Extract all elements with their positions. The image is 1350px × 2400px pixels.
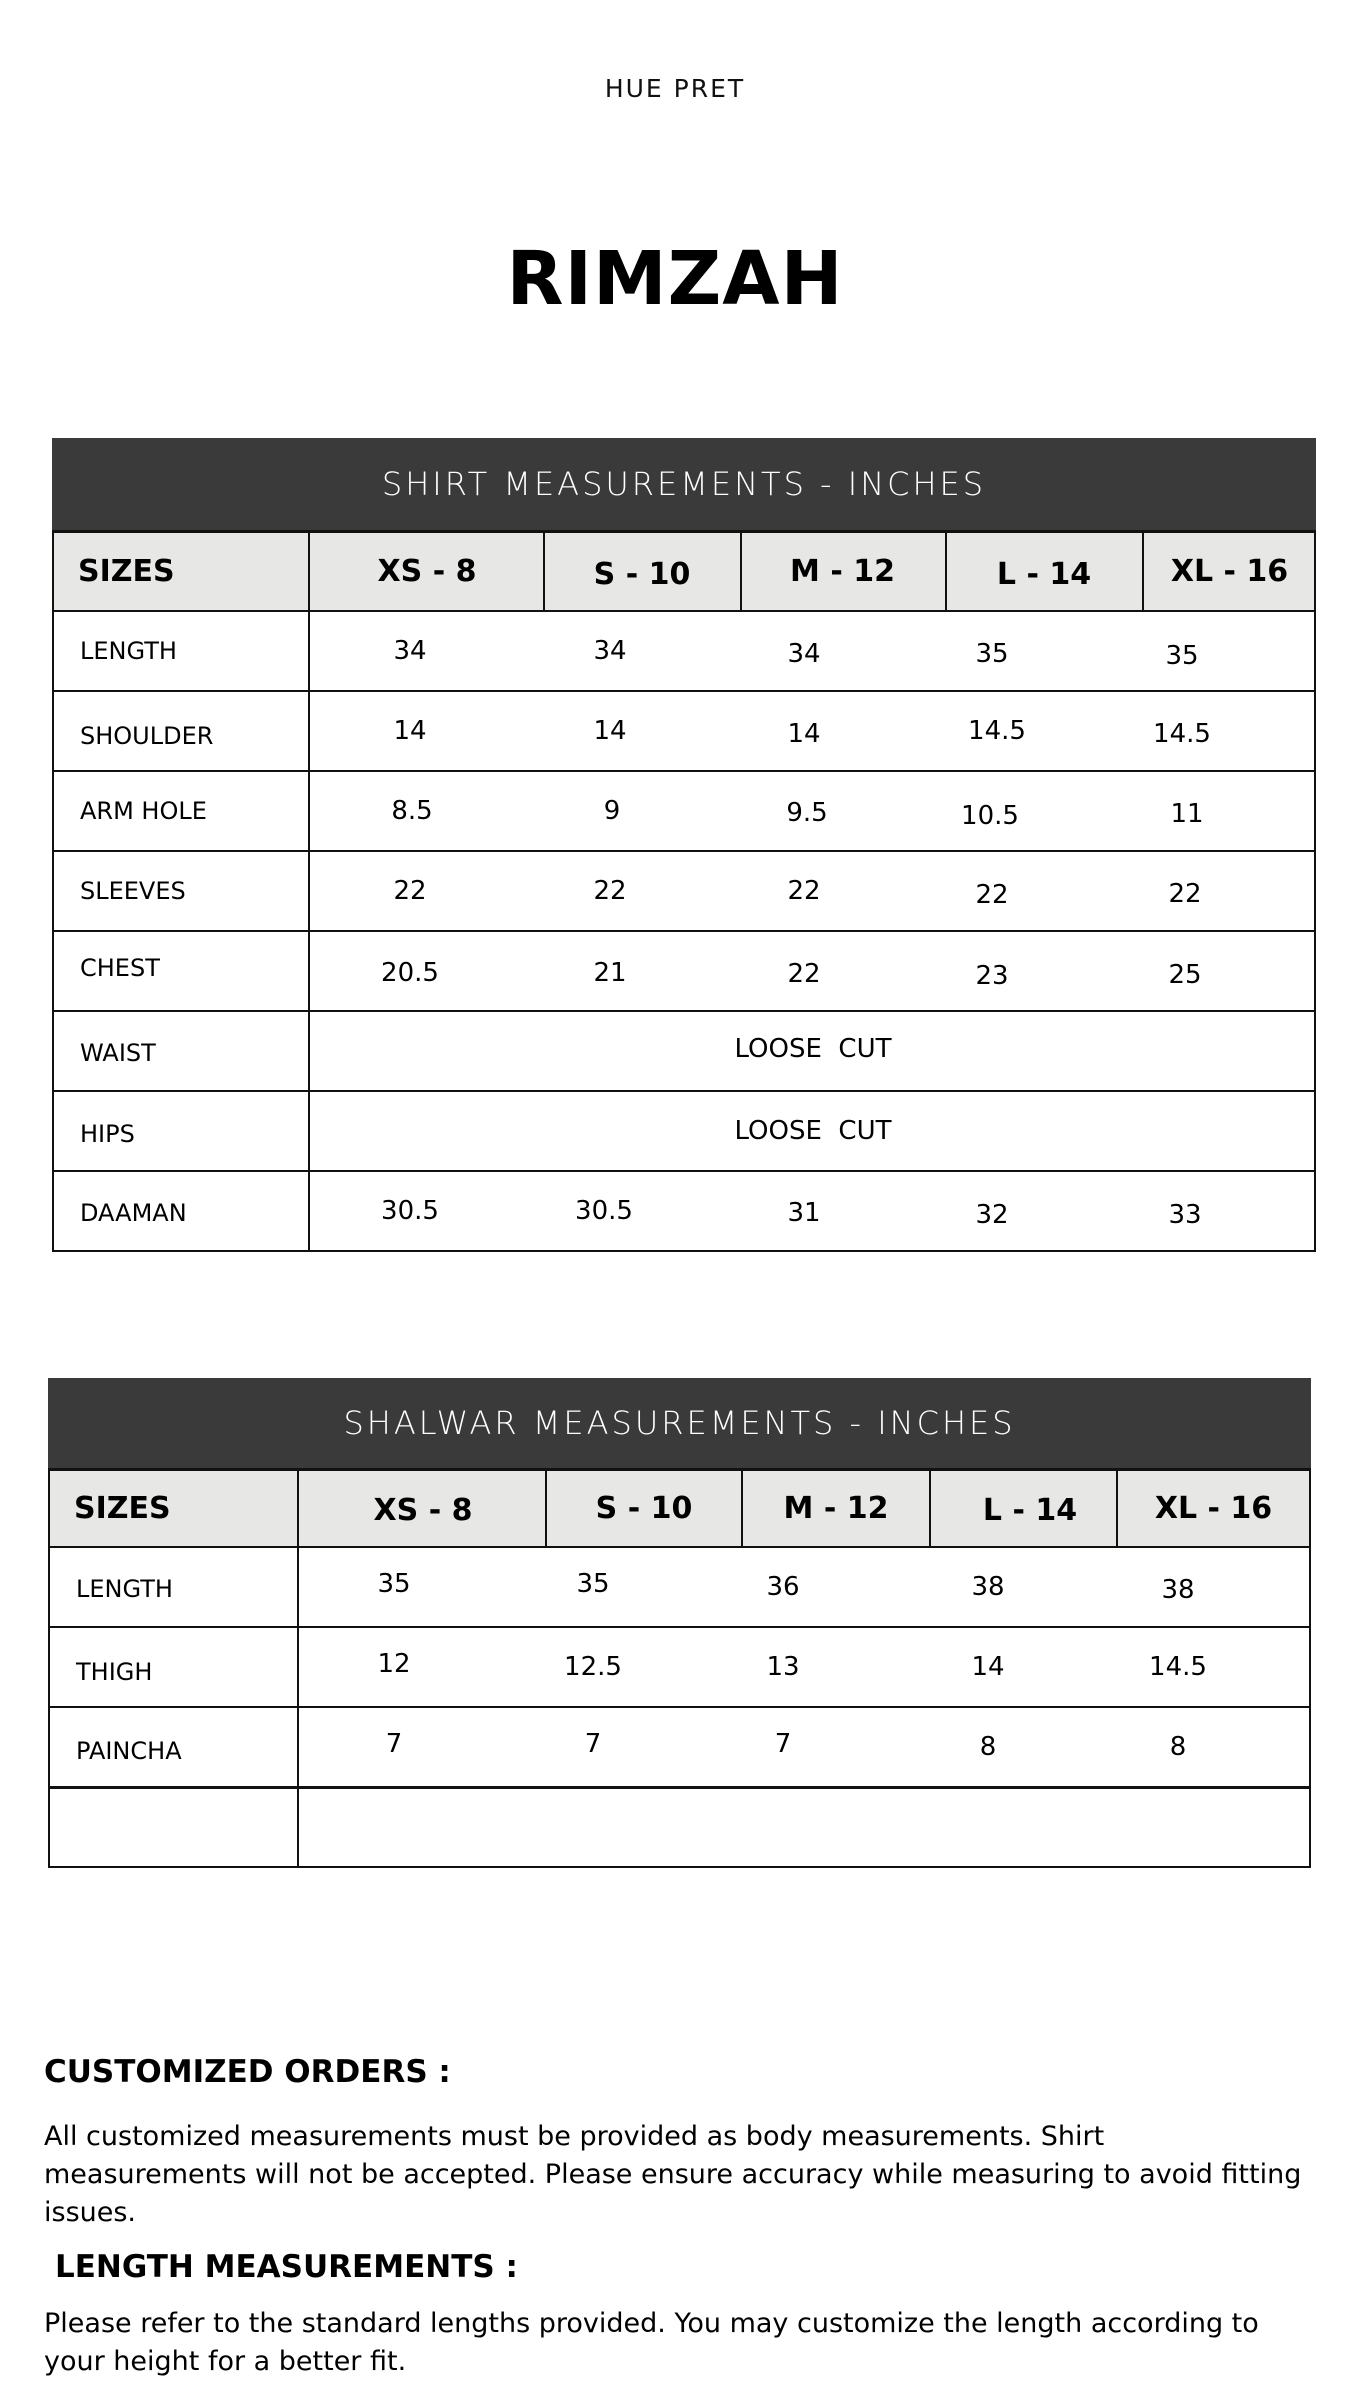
cell: 13 (766, 1652, 800, 1682)
size-xs: XS - 8 (373, 1493, 473, 1528)
cell: 22 (787, 876, 821, 906)
cell: 23 (975, 961, 1009, 991)
size-xl: XL - 16 (1170, 554, 1289, 589)
cell: 14 (593, 716, 627, 746)
cell: 20.5 (381, 958, 439, 988)
cell: 36 (766, 1572, 800, 1602)
cell: 35 (975, 639, 1009, 669)
divider (740, 533, 742, 610)
divider (308, 1012, 310, 1090)
table-row-waist (52, 1012, 1316, 1092)
cell: 14.5 (968, 716, 1026, 746)
table-row-shoulder (52, 692, 1316, 772)
row-label: SLEEVES (80, 877, 186, 905)
cell: 22 (393, 876, 427, 906)
shirt-measurements-table (52, 438, 1316, 1253)
table-row-chest (52, 932, 1316, 1012)
table-row-paincha (48, 1708, 1311, 1788)
merged-cell: LOOSE CUT (734, 1116, 892, 1146)
cell: 14.5 (1153, 719, 1211, 749)
size-s: S - 10 (593, 557, 691, 592)
cell: 35 (1165, 641, 1199, 671)
table-row-sleeves (52, 852, 1316, 932)
divider (543, 533, 545, 610)
cell: 34 (593, 636, 627, 666)
sizes-label: SIZES (74, 1491, 171, 1526)
table-row-hips (52, 1092, 1316, 1172)
divider (308, 692, 310, 770)
divider (945, 533, 947, 610)
cell: 22 (1168, 879, 1202, 909)
row-label: SHOULDER (80, 722, 214, 750)
cell: 8 (1169, 1732, 1187, 1762)
size-m: M - 12 (790, 554, 895, 589)
merged-cell: LOOSE CUT (734, 1034, 892, 1064)
divider (308, 1172, 310, 1250)
row-label: HIPS (80, 1120, 135, 1148)
divider (308, 612, 310, 690)
cell: 35 (377, 1569, 411, 1599)
row-label: LENGTH (80, 637, 177, 665)
divider (297, 1708, 299, 1786)
cell: 31 (787, 1198, 821, 1228)
cell: 22 (593, 876, 627, 906)
page-title: RIMZAH (506, 236, 844, 322)
cell: 12 (377, 1649, 411, 1679)
cell: 22 (975, 880, 1009, 910)
row-label: CHEST (80, 954, 160, 982)
row-label: PAINCHA (76, 1737, 182, 1765)
shirt-table-header: SHIRT MEASUREMENTS - INCHES (52, 438, 1316, 530)
cell: 8 (979, 1732, 997, 1762)
table-row-length (52, 612, 1316, 692)
size-xl: XL - 16 (1154, 1491, 1273, 1526)
cell: 12.5 (564, 1652, 622, 1682)
cell: 14 (787, 719, 821, 749)
table-row-length (48, 1548, 1311, 1628)
cell: 30.5 (575, 1196, 633, 1226)
divider (1116, 1471, 1118, 1546)
cell: 22 (787, 959, 821, 989)
cell: 14 (971, 1652, 1005, 1682)
merged-cell (298, 1789, 1311, 1866)
table-row-arm-hole (52, 772, 1316, 852)
length-measurements-heading: LENGTH MEASUREMENTS : (55, 2249, 518, 2285)
divider (308, 1092, 310, 1170)
cell: 33 (1168, 1200, 1202, 1230)
cell: 34 (393, 636, 427, 666)
row-label: LENGTH (76, 1575, 173, 1603)
row-label: ARM HOLE (80, 797, 207, 825)
brand-name: HUE PRET (604, 74, 746, 103)
length-measurements-text: Please refer to the standard lengths provided. You may customize the length according to your height for a better fit. (44, 2308, 1259, 2377)
cell: 7 (385, 1729, 403, 1759)
cell: 25 (1168, 960, 1202, 990)
cell: 21 (593, 958, 627, 988)
divider (308, 772, 310, 850)
cell: 38 (1161, 1575, 1195, 1605)
cell: 35 (576, 1569, 610, 1599)
size-l: L - 14 (982, 1493, 1078, 1528)
cell: 9 (603, 796, 621, 826)
row-label: THIGH (76, 1658, 153, 1686)
divider (308, 533, 310, 610)
size-l: L - 14 (996, 557, 1092, 592)
row-label (48, 1789, 298, 1866)
cell: 32 (975, 1200, 1009, 1230)
size-xs: XS - 8 (377, 554, 477, 589)
customized-orders-heading: CUSTOMIZED ORDERS : (44, 2054, 451, 2090)
divider (308, 852, 310, 930)
cell: 30.5 (381, 1196, 439, 1226)
sizes-label: SIZES (78, 554, 175, 589)
size-m: M - 12 (783, 1491, 889, 1526)
shalwar-measurements-table (48, 1378, 1311, 1868)
cell: 34 (787, 639, 821, 669)
divider (929, 1471, 931, 1546)
shirt-sizes-row (52, 530, 1316, 612)
cell: 38 (971, 1572, 1005, 1602)
cell: 9.5 (786, 798, 828, 828)
cell: 10.5 (961, 801, 1019, 831)
table-row-empty (48, 1788, 1311, 1868)
divider (297, 1789, 299, 1866)
cell: 14 (393, 716, 427, 746)
table-row-daaman (52, 1172, 1316, 1252)
row-label: WAIST (80, 1039, 156, 1067)
divider (297, 1628, 299, 1706)
table-row-thigh (48, 1628, 1311, 1708)
divider (545, 1471, 547, 1546)
shalwar-sizes-row (48, 1468, 1311, 1548)
cell: 7 (584, 1729, 602, 1759)
cell: 14.5 (1149, 1652, 1207, 1682)
size-s: S - 10 (595, 1491, 693, 1526)
shalwar-table-header: SHALWAR MEASUREMENTS - INCHES (48, 1378, 1311, 1468)
cell: 11 (1170, 799, 1204, 829)
row-label: DAAMAN (80, 1199, 187, 1227)
divider (741, 1471, 743, 1546)
divider (297, 1548, 299, 1626)
customized-orders-text: All customized measurements must be provided as body measurements. Shirt measurements will not be accepted. Please ensure accuracy while measuring to avoid fitting issues. (44, 2121, 1302, 2228)
divider (297, 1471, 299, 1546)
divider (1142, 533, 1144, 610)
cell: 8.5 (391, 796, 433, 826)
divider (308, 932, 310, 1010)
cell: 7 (774, 1729, 792, 1759)
